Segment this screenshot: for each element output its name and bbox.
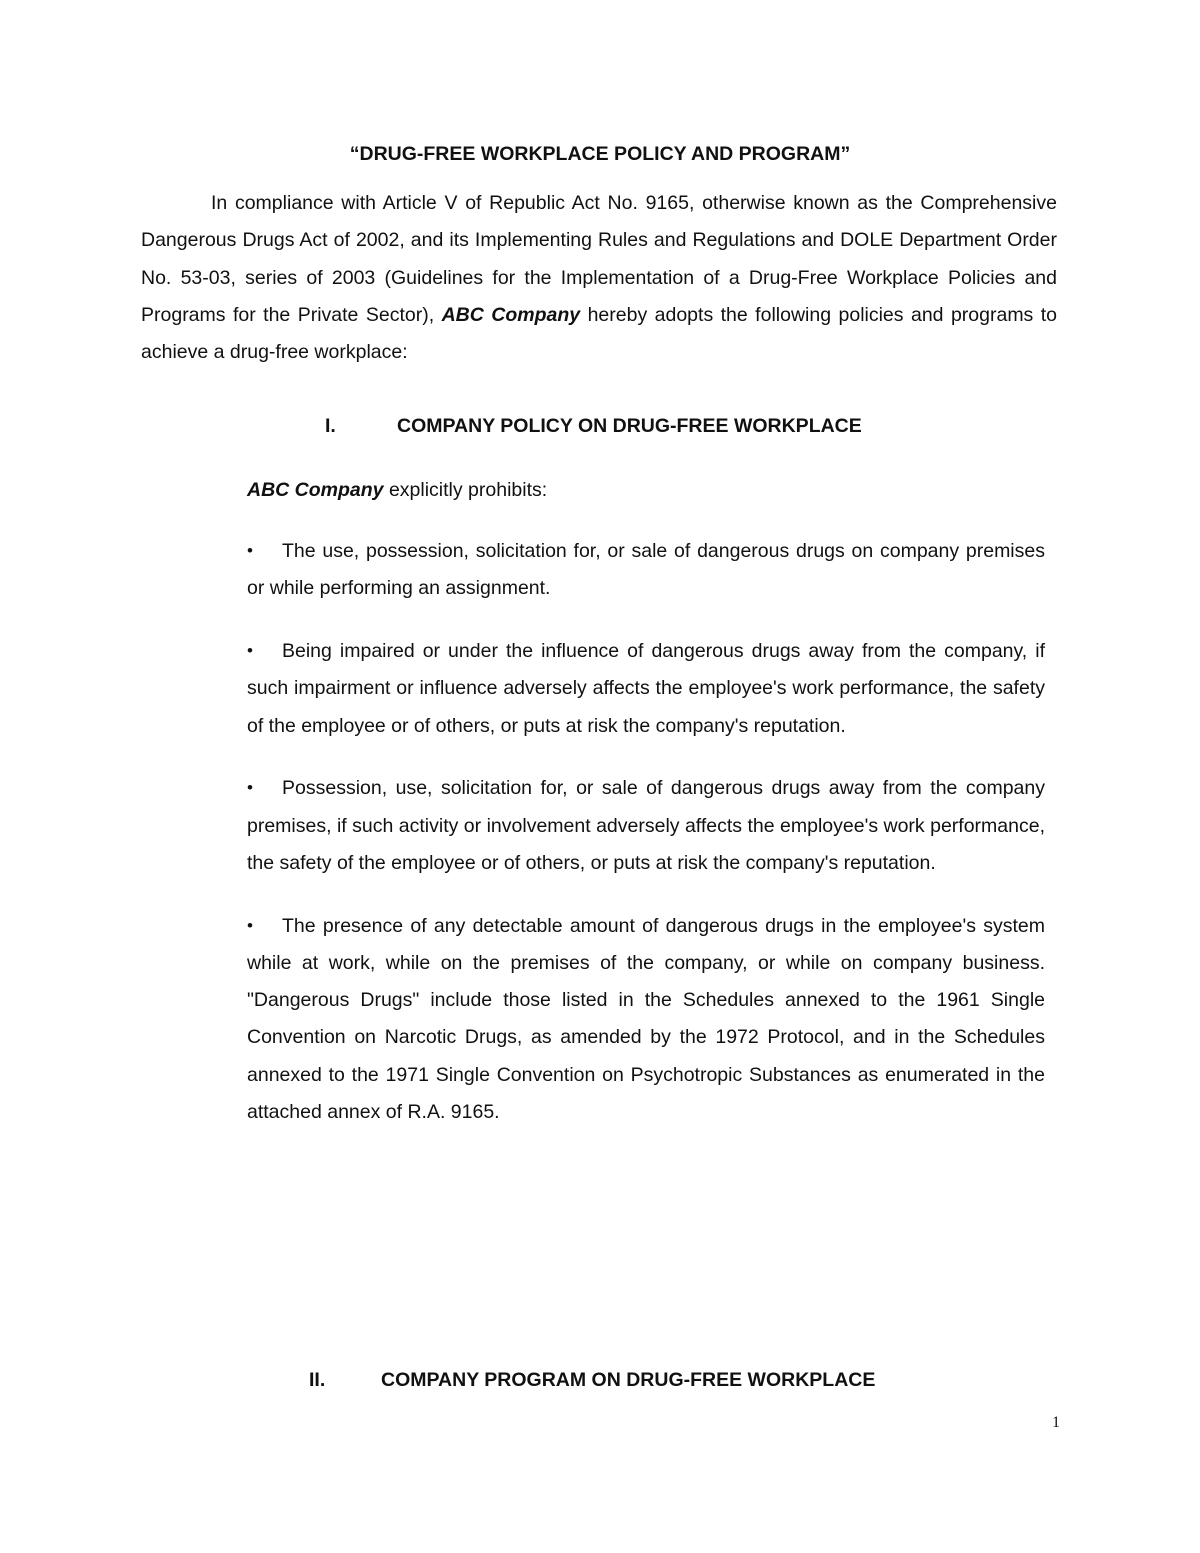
company-name: ABC Company bbox=[441, 303, 581, 326]
bullet-icon: • bbox=[247, 541, 253, 560]
bullet-icon: • bbox=[247, 915, 253, 935]
section-number: II. bbox=[309, 1369, 326, 1391]
list-item bbox=[247, 769, 1045, 882]
prohibits-intro bbox=[247, 477, 547, 503]
list-item bbox=[247, 532, 1045, 608]
company-name: ABC Company bbox=[247, 479, 384, 501]
list-item-text: Being impaired or under the influence of dangerous drugs away from the company, if such impairment or influence adversely affects the employee's work performance, the safety of the employee or of others, or puts at risk the company's reputation. bbox=[247, 639, 1045, 737]
section-title: COMPANY PROGRAM ON DRUG-FREE WORKPLACE bbox=[381, 1369, 876, 1391]
list-item bbox=[247, 907, 1045, 1132]
section-title: COMPANY POLICY ON DRUG-FREE WORKPLACE bbox=[397, 415, 862, 437]
list-item-text: The use, possession, solicitation for, or sale of dangerous drugs on company premises or while performing an assignment. bbox=[247, 540, 1045, 600]
intro-text-part1: In compliance with Article V of Republic Act No. 9165, otherwise known as the Comprehensive Dangerous Drugs Act of 2002, and its Implementing Rules and Regulations and DOLE Department Order No. 53-03, series of 2003 (Guidelines for the Implementation of a Drug-Free Workplace Policies and Programs for the Private Sector), bbox=[141, 192, 1057, 326]
document-title: “DRUG-FREE WORKPLACE POLICY AND PROGRAM” bbox=[349, 143, 851, 165]
intro-text-part2: hereby adopts the following policies and programs to achieve a drug-free workplace: bbox=[141, 303, 1058, 364]
section-number: I. bbox=[325, 415, 336, 437]
page-number: 1 bbox=[1052, 1414, 1060, 1431]
intro-paragraph bbox=[141, 185, 1057, 371]
list-item bbox=[247, 632, 1045, 745]
list-item-text: Possession, use, solicitation for, or sale of dangerous drugs away from the company premises, if such activity or involvement adversely affects the employee's work performance, the safety of the employee or of others, or puts at risk the company's reputation. bbox=[247, 777, 1045, 874]
prohibitions-list bbox=[247, 532, 1045, 1156]
bullet-icon: • bbox=[247, 640, 253, 660]
bullet-icon: • bbox=[247, 778, 253, 798]
list-item-text: The presence of any detectable amount of dangerous drugs in the employee's system while at work, while on the premises of the company, or while on company business. "Dangerous Drugs" include those listed in the Schedules annexed to the 1961 Single Convention on Narcotic Drugs, as amended by the 1972 Protocol, and in the Schedules annexed to the 1971 Single Convention on Psychotropic Substances as enumerated in the attached annex of R.A. 9165. bbox=[247, 914, 1045, 1124]
prohibits-text: explicitly prohibits: bbox=[388, 479, 548, 501]
